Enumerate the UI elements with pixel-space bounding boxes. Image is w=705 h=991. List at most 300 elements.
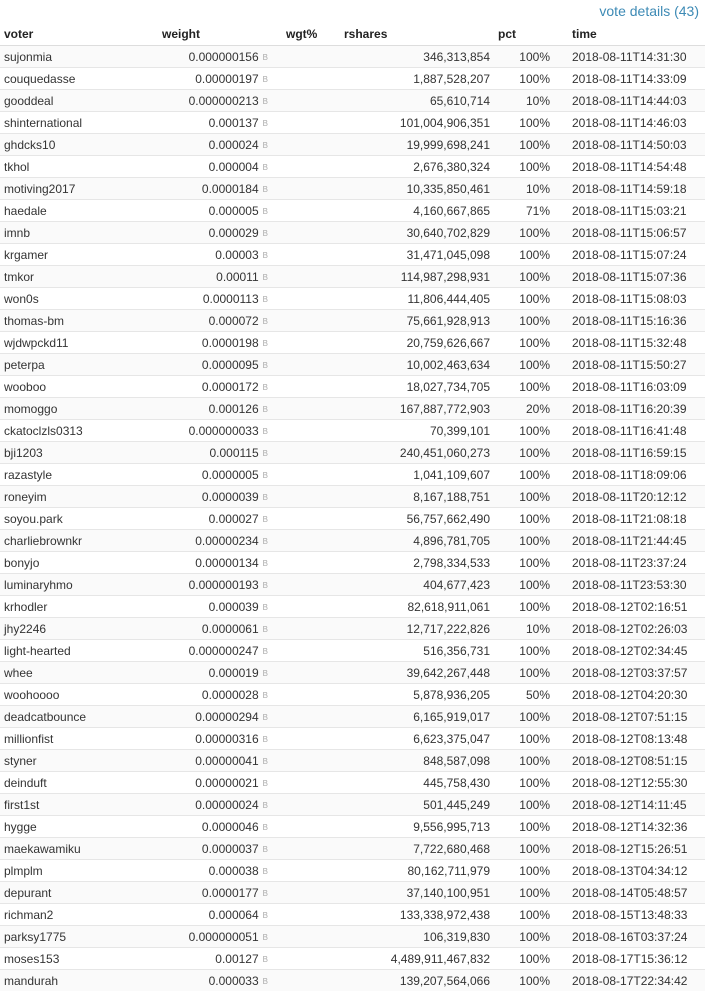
voter-cell-text[interactable]: light-hearted xyxy=(4,644,71,658)
voter-cell-text[interactable]: luminaryhmo xyxy=(4,578,73,592)
table-row xyxy=(0,640,705,662)
pct-cell xyxy=(494,508,554,530)
table-row xyxy=(0,200,705,222)
weight-unit-symbol: B xyxy=(263,889,268,898)
table-row xyxy=(0,90,705,112)
weight-cell xyxy=(158,310,272,332)
weight-cell xyxy=(158,882,272,904)
weight-unit-symbol: B xyxy=(263,757,268,766)
pct-cell xyxy=(494,398,554,420)
weight-cell-text: 0.0000095 xyxy=(202,358,259,372)
time-cell xyxy=(554,200,705,222)
voter-cell-text[interactable]: richman2 xyxy=(4,908,53,922)
time-cell xyxy=(554,552,705,574)
voter-cell[interactable] xyxy=(0,904,158,926)
time-cell xyxy=(554,156,705,178)
rshares-cell-text: 114,987,298,931 xyxy=(401,270,490,284)
weight-unit-symbol: B xyxy=(263,735,268,744)
voter-cell[interactable] xyxy=(0,46,158,68)
rshares-cell xyxy=(340,574,494,596)
weight-cell xyxy=(158,376,272,398)
weight-unit-symbol: B xyxy=(263,383,268,392)
time-cell-text: 2018-08-12T02:34:45 xyxy=(572,644,687,658)
voter-cell-text[interactable]: motiving2017 xyxy=(4,182,75,196)
pct-cell-text: 100% xyxy=(519,336,550,350)
weight-cell-text: 0.000038 xyxy=(209,864,259,878)
table-row xyxy=(0,178,705,200)
time-cell-text: 2018-08-12T15:26:51 xyxy=(572,842,687,856)
pct-cell-text: 100% xyxy=(519,644,550,658)
voter-cell[interactable] xyxy=(0,156,158,178)
table-row xyxy=(0,266,705,288)
weight-cell xyxy=(158,750,272,772)
weight-cell-text: 0.000027 xyxy=(209,512,259,526)
weight-unit-symbol: B xyxy=(263,185,268,194)
wgt-percent-cell xyxy=(272,772,340,794)
time-cell-text: 2018-08-17T22:34:42 xyxy=(572,974,687,988)
rshares-cell-text: 240,451,060,273 xyxy=(400,446,490,460)
pct-cell xyxy=(494,948,554,970)
time-cell-text: 2018-08-12T02:16:51 xyxy=(572,600,687,614)
weight-unit-symbol: B xyxy=(263,361,268,370)
voter-cell[interactable] xyxy=(0,750,158,772)
pct-cell xyxy=(494,244,554,266)
rshares-cell xyxy=(340,332,494,354)
rshares-cell xyxy=(340,772,494,794)
weight-unit-symbol: B xyxy=(263,845,268,854)
pct-cell-text: 10% xyxy=(526,182,550,196)
table-row xyxy=(0,618,705,640)
weight-cell-text: 0.0000005 xyxy=(202,468,259,482)
time-cell-text: 2018-08-11T14:50:03 xyxy=(572,138,687,152)
rshares-cell xyxy=(340,838,494,860)
table-row xyxy=(0,684,705,706)
wgt-percent-cell xyxy=(272,882,340,904)
weight-unit-symbol: B xyxy=(263,295,268,304)
weight-cell-text: 0.0000037 xyxy=(202,842,259,856)
voter-cell[interactable] xyxy=(0,354,158,376)
voter-cell-text[interactable]: razastyle xyxy=(4,468,52,482)
pct-cell-text: 100% xyxy=(519,820,550,834)
pct-cell-text: 100% xyxy=(519,886,550,900)
voter-cell[interactable] xyxy=(0,420,158,442)
time-cell xyxy=(554,662,705,684)
weight-cell xyxy=(158,552,272,574)
voter-cell-text[interactable]: parksy1775 xyxy=(4,930,66,944)
voter-cell[interactable] xyxy=(0,706,158,728)
voter-cell-text[interactable]: imnb xyxy=(4,226,30,240)
rshares-cell xyxy=(340,662,494,684)
table-row xyxy=(0,332,705,354)
rshares-cell xyxy=(340,354,494,376)
voter-cell-text[interactable]: soyou.park xyxy=(4,512,63,526)
pct-cell-text: 100% xyxy=(519,578,550,592)
voter-cell-text[interactable]: ckatoclzls0313 xyxy=(4,424,83,438)
table-row xyxy=(0,46,705,68)
voter-cell-text[interactable]: momoggo xyxy=(4,402,57,416)
weight-unit-symbol: B xyxy=(263,801,268,810)
voter-cell-text[interactable]: moses153 xyxy=(4,952,59,966)
rshares-cell xyxy=(340,552,494,574)
rshares-cell xyxy=(340,684,494,706)
column-header-rshares[interactable]: rshares xyxy=(340,24,494,46)
rshares-cell-text: 516,356,731 xyxy=(423,644,490,658)
wgt-percent-cell xyxy=(272,948,340,970)
weight-cell xyxy=(158,640,272,662)
voter-cell[interactable] xyxy=(0,376,158,398)
pct-cell-text: 100% xyxy=(519,666,550,680)
weight-cell xyxy=(158,420,272,442)
rshares-cell-text: 106,319,830 xyxy=(423,930,490,944)
weight-cell-text: 0.000029 xyxy=(209,226,259,240)
wgt-percent-cell xyxy=(272,706,340,728)
voter-cell-text[interactable]: krgamer xyxy=(4,248,48,262)
table-row xyxy=(0,156,705,178)
time-cell xyxy=(554,398,705,420)
weight-cell xyxy=(158,486,272,508)
rshares-cell-text: 7,722,680,468 xyxy=(413,842,490,856)
weight-cell-text: 0.00000024 xyxy=(195,798,258,812)
voter-cell[interactable] xyxy=(0,244,158,266)
voter-cell[interactable] xyxy=(0,68,158,90)
pct-cell-text: 100% xyxy=(519,160,550,174)
column-header-wgt-percent[interactable]: wgt% xyxy=(272,24,340,46)
voter-cell-text[interactable]: bji1203 xyxy=(4,446,43,460)
pct-cell-text: 71% xyxy=(526,204,550,218)
voter-cell-text[interactable]: whee xyxy=(4,666,33,680)
time-cell-text: 2018-08-16T03:37:24 xyxy=(572,930,687,944)
weight-cell xyxy=(158,816,272,838)
wgt-percent-cell xyxy=(272,486,340,508)
voter-cell[interactable] xyxy=(0,442,158,464)
pct-cell-text: 100% xyxy=(519,446,550,460)
voter-cell-text[interactable]: tkhol xyxy=(4,160,29,174)
pct-cell-text: 100% xyxy=(519,358,550,372)
pct-cell xyxy=(494,442,554,464)
voter-cell[interactable] xyxy=(0,794,158,816)
table-row xyxy=(0,750,705,772)
weight-unit-symbol: B xyxy=(263,339,268,348)
pct-cell-text: 100% xyxy=(519,842,550,856)
rshares-cell xyxy=(340,750,494,772)
weight-unit-symbol: B xyxy=(263,911,268,920)
rshares-cell xyxy=(340,464,494,486)
voter-cell-text[interactable]: wooboo xyxy=(4,380,46,394)
voter-cell[interactable] xyxy=(0,860,158,882)
pct-cell xyxy=(494,970,554,991)
voter-cell[interactable] xyxy=(0,816,158,838)
column-header-pct[interactable]: pct xyxy=(494,24,554,46)
time-cell-text: 2018-08-11T23:37:24 xyxy=(572,556,687,570)
voter-cell-text[interactable]: roneyim xyxy=(4,490,47,504)
pct-cell xyxy=(494,772,554,794)
pct-cell-text: 10% xyxy=(526,94,550,108)
pct-cell-text: 100% xyxy=(519,974,550,988)
weight-unit-symbol: B xyxy=(263,163,268,172)
time-cell xyxy=(554,134,705,156)
pct-cell xyxy=(494,420,554,442)
wgt-percent-cell xyxy=(272,420,340,442)
wgt-percent-cell xyxy=(272,46,340,68)
time-cell-text: 2018-08-12T14:32:36 xyxy=(572,820,687,834)
weight-unit-symbol: B xyxy=(263,691,268,700)
voter-cell-text[interactable]: mandurah xyxy=(4,974,58,988)
weight-unit-symbol: B xyxy=(263,779,268,788)
weight-cell-text: 0.000004 xyxy=(209,160,259,174)
voter-cell-text[interactable]: gooddeal xyxy=(4,94,53,108)
voter-cell[interactable] xyxy=(0,178,158,200)
pct-cell-text: 100% xyxy=(519,798,550,812)
voter-cell[interactable] xyxy=(0,398,158,420)
table-row xyxy=(0,222,705,244)
pct-cell xyxy=(494,574,554,596)
voter-cell-text[interactable]: styner xyxy=(4,754,37,768)
wgt-percent-cell xyxy=(272,222,340,244)
voter-cell[interactable] xyxy=(0,684,158,706)
table-row xyxy=(0,398,705,420)
voter-cell[interactable] xyxy=(0,222,158,244)
voter-cell[interactable] xyxy=(0,134,158,156)
voter-cell-text[interactable]: couquedasse xyxy=(4,72,75,86)
table-row xyxy=(0,530,705,552)
voter-cell[interactable] xyxy=(0,552,158,574)
wgt-percent-cell xyxy=(272,288,340,310)
weight-cell xyxy=(158,530,272,552)
voter-cell-text[interactable]: ghdcks10 xyxy=(4,138,55,152)
table-row xyxy=(0,552,705,574)
rshares-cell-text: 12,717,222,826 xyxy=(407,622,490,636)
wgt-percent-cell xyxy=(272,112,340,134)
weight-unit-symbol: B xyxy=(263,823,268,832)
time-cell-text: 2018-08-11T14:59:18 xyxy=(572,182,687,196)
time-cell xyxy=(554,574,705,596)
voter-cell-text[interactable]: sujonmia xyxy=(4,50,52,64)
time-cell-text: 2018-08-11T15:50:27 xyxy=(572,358,687,372)
wgt-percent-cell xyxy=(272,200,340,222)
voter-cell-text[interactable]: charliebrownkr xyxy=(4,534,82,548)
weight-unit-symbol: B xyxy=(263,537,268,546)
voter-cell-text[interactable]: depurant xyxy=(4,886,51,900)
voter-cell[interactable] xyxy=(0,596,158,618)
rshares-cell-text: 101,004,906,351 xyxy=(400,116,490,130)
voter-cell[interactable] xyxy=(0,310,158,332)
time-cell-text: 2018-08-11T21:08:18 xyxy=(572,512,687,526)
wgt-percent-cell xyxy=(272,244,340,266)
weight-unit-symbol: B xyxy=(263,251,268,260)
rshares-cell-text: 501,445,249 xyxy=(423,798,490,812)
wgt-percent-cell xyxy=(272,332,340,354)
pct-cell-text: 100% xyxy=(519,468,550,482)
vote-details-header xyxy=(0,0,705,24)
weight-cell-text: 0.0000172 xyxy=(202,380,259,394)
rshares-cell-text: 20,759,626,667 xyxy=(407,336,490,350)
voter-cell[interactable] xyxy=(0,112,158,134)
voter-cell-text[interactable]: hygge xyxy=(4,820,37,834)
time-cell xyxy=(554,332,705,354)
voter-cell-text[interactable]: deinduft xyxy=(4,776,47,790)
pct-cell xyxy=(494,288,554,310)
table-row xyxy=(0,728,705,750)
voter-cell-text[interactable]: plmplm xyxy=(4,864,43,878)
voter-cell[interactable] xyxy=(0,90,158,112)
rshares-cell-text: 10,335,850,461 xyxy=(407,182,490,196)
rshares-cell-text: 4,489,911,467,832 xyxy=(391,952,490,966)
voter-cell-text[interactable]: thomas-bm xyxy=(4,314,64,328)
column-header-time[interactable]: time xyxy=(554,24,705,46)
rshares-cell xyxy=(340,728,494,750)
voter-cell[interactable] xyxy=(0,574,158,596)
voter-cell[interactable] xyxy=(0,640,158,662)
rshares-cell-text: 6,165,919,017 xyxy=(413,710,490,724)
column-header-weight[interactable]: weight xyxy=(158,24,272,46)
pct-cell xyxy=(494,46,554,68)
time-cell-text: 2018-08-11T15:16:36 xyxy=(572,314,687,328)
pct-cell-text: 100% xyxy=(519,754,550,768)
weight-cell xyxy=(158,684,272,706)
wgt-percent-cell xyxy=(272,750,340,772)
weight-cell-text: 0.0000113 xyxy=(203,292,259,306)
voter-cell[interactable] xyxy=(0,618,158,640)
time-cell-text: 2018-08-11T16:41:48 xyxy=(572,424,687,438)
rshares-cell-text: 31,471,045,098 xyxy=(407,248,490,262)
pct-cell xyxy=(494,112,554,134)
weight-cell-text: 0.00000197 xyxy=(195,72,258,86)
rshares-cell xyxy=(340,816,494,838)
table-row xyxy=(0,376,705,398)
time-cell-text: 2018-08-11T14:54:48 xyxy=(572,160,687,174)
pct-cell-text: 100% xyxy=(519,424,550,438)
wgt-percent-cell xyxy=(272,464,340,486)
rshares-cell-text: 82,618,911,061 xyxy=(407,600,490,614)
rshares-cell-text: 30,640,702,829 xyxy=(407,226,490,240)
pct-cell xyxy=(494,486,554,508)
table-row xyxy=(0,882,705,904)
pct-cell xyxy=(494,750,554,772)
wgt-percent-cell xyxy=(272,310,340,332)
time-cell-text: 2018-08-11T23:53:30 xyxy=(572,578,687,592)
voter-cell[interactable] xyxy=(0,926,158,948)
voter-cell[interactable] xyxy=(0,266,158,288)
voter-cell-text[interactable]: jhy2246 xyxy=(4,622,46,636)
pct-cell xyxy=(494,464,554,486)
pct-cell-text: 20% xyxy=(526,402,550,416)
voter-cell[interactable] xyxy=(0,838,158,860)
voter-cell[interactable] xyxy=(0,464,158,486)
voter-cell[interactable] xyxy=(0,662,158,684)
wgt-percent-cell xyxy=(272,728,340,750)
rshares-cell-text: 404,677,423 xyxy=(423,578,490,592)
voter-cell[interactable] xyxy=(0,970,158,991)
weight-cell xyxy=(158,354,272,376)
voter-cell-text[interactable]: maekawamiku xyxy=(4,842,81,856)
time-cell xyxy=(554,288,705,310)
table-row xyxy=(0,970,705,991)
wgt-percent-cell xyxy=(272,530,340,552)
voter-cell[interactable] xyxy=(0,332,158,354)
voter-cell-text[interactable]: woohoooo xyxy=(4,688,59,702)
weight-unit-symbol: B xyxy=(263,933,268,942)
voter-cell[interactable] xyxy=(0,486,158,508)
pct-cell xyxy=(494,904,554,926)
time-cell xyxy=(554,816,705,838)
table-row xyxy=(0,574,705,596)
weight-unit-symbol: B xyxy=(263,669,268,678)
rshares-cell-text: 11,806,444,405 xyxy=(407,292,490,306)
voter-cell[interactable] xyxy=(0,728,158,750)
time-cell-text: 2018-08-11T18:09:06 xyxy=(572,468,687,482)
voter-cell[interactable] xyxy=(0,288,158,310)
time-cell-text: 2018-08-12T03:37:57 xyxy=(572,666,687,680)
pct-cell-text: 100% xyxy=(519,72,550,86)
rshares-cell-text: 39,642,267,448 xyxy=(407,666,490,680)
pct-cell xyxy=(494,90,554,112)
pct-cell xyxy=(494,156,554,178)
time-cell xyxy=(554,266,705,288)
voter-cell[interactable] xyxy=(0,508,158,530)
voter-cell-text[interactable]: krhodler xyxy=(4,600,47,614)
voter-cell[interactable] xyxy=(0,948,158,970)
rshares-cell-text: 139,207,564,066 xyxy=(400,974,490,988)
pct-cell-text: 100% xyxy=(519,380,550,394)
weight-cell-text: 0.00003 xyxy=(215,248,258,262)
rshares-cell xyxy=(340,222,494,244)
voter-cell-text[interactable]: bonyjo xyxy=(4,556,39,570)
rshares-cell xyxy=(340,112,494,134)
wgt-percent-cell xyxy=(272,816,340,838)
wgt-percent-cell xyxy=(272,970,340,991)
weight-cell-text: 0.00127 xyxy=(215,952,258,966)
time-cell xyxy=(554,882,705,904)
rshares-cell xyxy=(340,794,494,816)
weight-cell xyxy=(158,244,272,266)
voter-cell[interactable] xyxy=(0,772,158,794)
pct-cell-text: 50% xyxy=(526,688,550,702)
pct-cell-text: 100% xyxy=(519,710,550,724)
time-cell-text: 2018-08-11T15:07:24 xyxy=(572,248,687,262)
voter-cell-text[interactable]: won0s xyxy=(4,292,39,306)
weight-unit-symbol: B xyxy=(263,515,268,524)
voter-cell-text[interactable]: peterpa xyxy=(4,358,45,372)
voter-cell[interactable] xyxy=(0,882,158,904)
voter-cell-text[interactable]: millionfist xyxy=(4,732,53,746)
voter-cell-text[interactable]: haedale xyxy=(4,204,47,218)
voter-cell[interactable] xyxy=(0,200,158,222)
vote-details-link[interactable]: vote details (43) xyxy=(599,3,699,19)
wgt-percent-cell xyxy=(272,684,340,706)
time-cell xyxy=(554,706,705,728)
rshares-cell xyxy=(340,618,494,640)
voter-cell-text[interactable]: first1st xyxy=(4,798,39,812)
pct-cell xyxy=(494,530,554,552)
pct-cell-text: 100% xyxy=(519,116,550,130)
voter-cell-text[interactable]: wjdwpckd11 xyxy=(4,336,68,350)
weight-cell xyxy=(158,46,272,68)
table-row xyxy=(0,904,705,926)
rshares-cell-text: 4,896,781,705 xyxy=(413,534,490,548)
time-cell xyxy=(554,926,705,948)
pct-cell-text: 100% xyxy=(519,952,550,966)
voter-cell-text[interactable]: deadcatbounce xyxy=(4,710,86,724)
time-cell xyxy=(554,838,705,860)
voter-cell-text[interactable]: shinternational xyxy=(4,116,82,130)
weight-unit-symbol: B xyxy=(263,977,268,986)
time-cell xyxy=(554,904,705,926)
weight-unit-symbol: B xyxy=(263,317,268,326)
voter-cell-text[interactable]: tmkor xyxy=(4,270,34,284)
column-header-voter[interactable]: voter xyxy=(0,24,158,46)
rshares-cell xyxy=(340,948,494,970)
voter-cell[interactable] xyxy=(0,530,158,552)
